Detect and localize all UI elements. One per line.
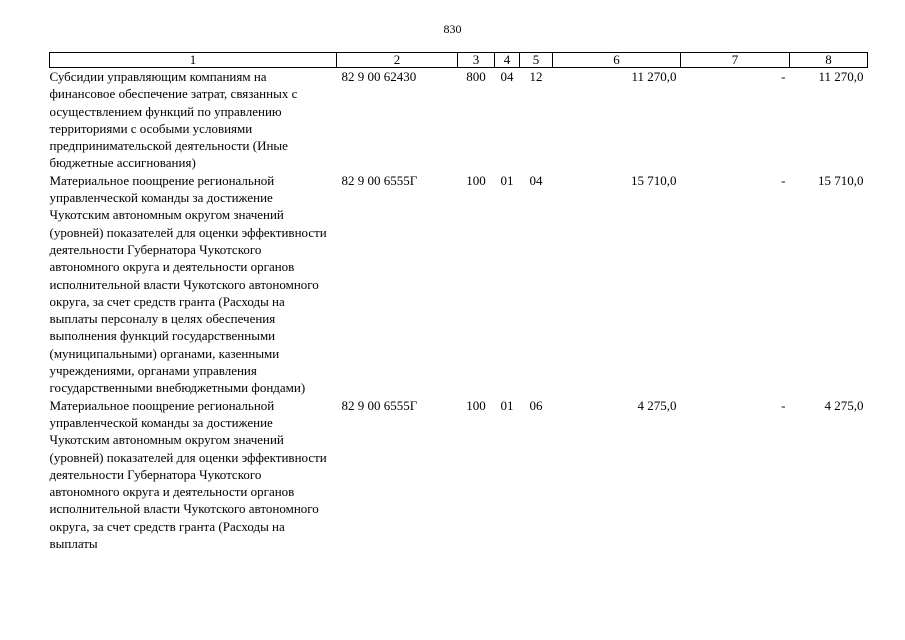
row-section: 01 — [500, 172, 514, 188]
header-row — [50, 53, 868, 68]
column-header-3: 3 — [458, 53, 495, 68]
row-amount-total: 4 275,0 — [637, 397, 677, 413]
row-amount-col8: 4 275,0 — [824, 397, 864, 413]
row-section: 04 — [500, 69, 514, 84]
row-name: Субсидии управляющим компаниям на финансовое обеспечение затрат, связанных с осуществлением функций по управлению территориями с особыми условиями предпринимательской деятельности (Иные бюджетные ассигнования) — [49, 69, 298, 171]
row-expense-type: 100 — [466, 397, 486, 413]
column-header-6: 6 — [553, 53, 681, 68]
row-expense-type: 100 — [466, 172, 486, 188]
row-subsection: 12 — [529, 69, 543, 84]
page-number: 830 — [443, 22, 462, 36]
row-target-code: 82 9 00 6555Г — [341, 172, 418, 188]
row-section: 01 — [500, 397, 514, 413]
row-expense-type: 800 — [466, 69, 486, 84]
row-amount-col7: - — [781, 172, 786, 188]
table-row — [50, 397, 868, 553]
row-target-code: 82 9 00 6555Г — [341, 397, 418, 413]
column-header-2: 2 — [337, 53, 458, 68]
row-subsection: 04 — [529, 172, 543, 188]
row-amount-col8: 11 270,0 — [818, 69, 864, 84]
row-amount-col8: 15 710,0 — [818, 172, 864, 188]
table-row — [50, 68, 868, 172]
column-header-5: 5 — [520, 53, 553, 68]
column-header-4: 4 — [495, 53, 520, 68]
row-subsection: 06 — [529, 397, 543, 413]
row-target-code: 82 9 00 62430 — [341, 69, 417, 84]
row-amount-total: 15 710,0 — [631, 172, 677, 188]
row-amount-col7: - — [781, 397, 786, 413]
column-header-7: 7 — [681, 53, 790, 68]
row-amount-total: 11 270,0 — [631, 69, 677, 84]
column-header-1: 1 — [50, 53, 337, 68]
table-row — [50, 172, 868, 397]
row-name: Материальное поощрение региональной управленческой команды за достижение Чукотским автономным округом значений (уровней) показателей для оценки эффективности деятельности Губернатора Чукотского автономного округа и деятельности органов исполнительной власти Чукотского автономного округа, за счет средств гранта (Расходы на выплаты персоналу в целях обеспечения выполнения функций государственными (муниципальными) органами, казенными учреждениями, органами управления государственными внебюджетными фондами) — [49, 172, 327, 396]
column-header-8: 8 — [790, 53, 868, 68]
row-name: Материальное поощрение региональной управленческой команды за достижение Чукотским автономным округом значений (уровней) показателей для оценки эффективности деятельности Губернатора Чукотского автономного округа и деятельности органов исполнительной власти Чукотского автономного округа, за счет средств гранта (Расходы на выплаты — [49, 397, 327, 552]
budget-table — [49, 52, 868, 552]
row-amount-col7: - — [781, 69, 786, 84]
